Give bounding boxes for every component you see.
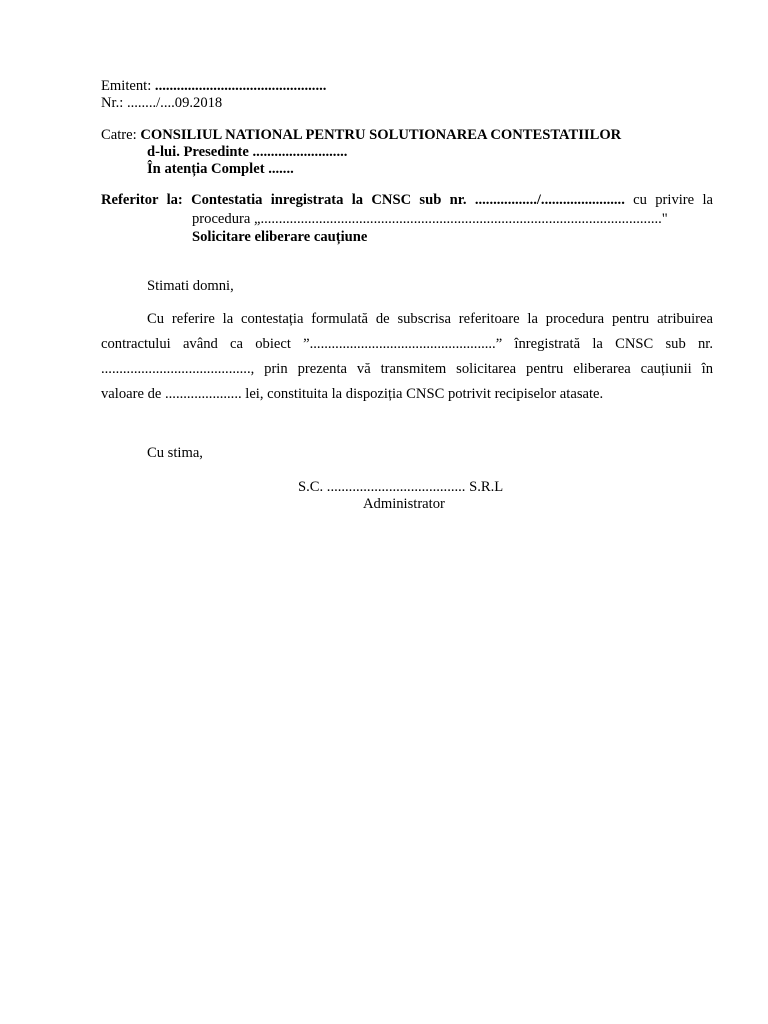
body-line-1: Cu referire la contestația formulată de subscrisa referitoare la procedura pentru atribuirea — [147, 311, 713, 327]
reference-tail: cu privire la — [624, 192, 713, 208]
body-line-3: ........................................., prin prezenta vă transmitem solicitarea pentru eliberarea cauțiunii în — [101, 361, 713, 377]
attention-line: În atenția Complet ....... — [147, 161, 294, 177]
reference-subject: Contestatia inregistrata la CNSC sub nr. ................./....................... — [191, 192, 625, 208]
signature-role: Administrator — [363, 496, 445, 512]
catre-line — [101, 127, 621, 144]
reference-line-1 — [101, 192, 713, 209]
emitent-line — [101, 78, 326, 95]
emitent-label: Emitent: — [101, 78, 152, 94]
body-line-2: contractului având ca obiect ”...................................................” înregistrată la CNSC sub nr. — [101, 336, 713, 352]
salutation: Stimati domni, — [147, 278, 234, 294]
signature-company: S.C. ...................................... S.R.L — [298, 479, 504, 495]
emitent-dots: ............................................... — [151, 78, 327, 94]
catre-label: Catre: — [101, 127, 141, 143]
reference-request: Solicitare eliberare cauțiune — [192, 229, 368, 245]
reference-procedure: procedura „.............................................................................................................." — [192, 211, 668, 227]
reference-label: Referitor la: — [101, 192, 183, 208]
catre-name: CONSILIUL NATIONAL PENTRU SOLUTIONAREA CONTESTATIILOR — [140, 127, 622, 143]
nr-line: Nr.: ......../....09.2018 — [101, 95, 223, 111]
body-line-4: valoare de ..................... lei, constituita la dispoziția CNSC potrivit recipiselor atasate. — [101, 386, 604, 402]
closing: Cu stima, — [147, 445, 203, 461]
president-line: d-lui. Presedinte .......................... — [147, 144, 348, 160]
